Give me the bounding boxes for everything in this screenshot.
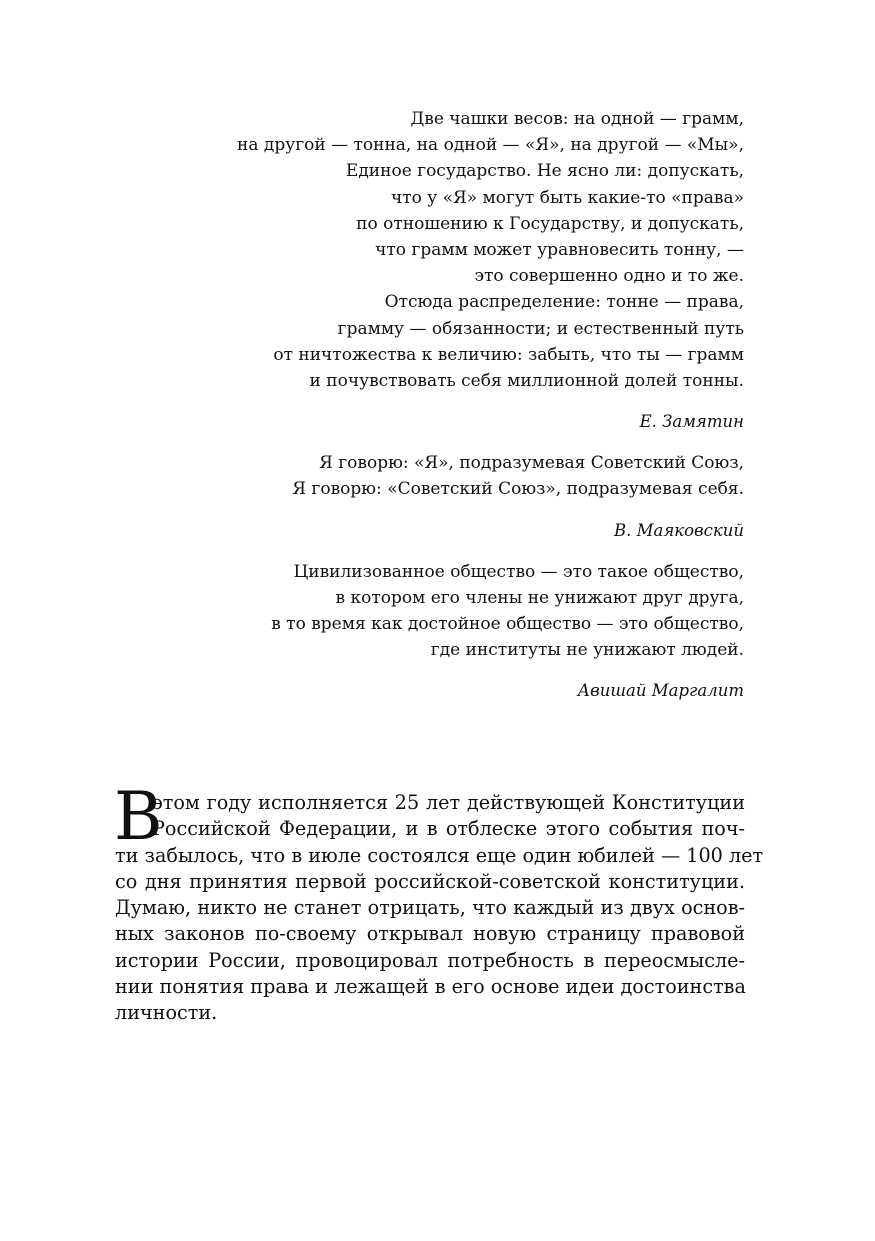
epigraph-line: по отношению к Государству, и допускать, (356, 213, 744, 234)
epigraph-line: от ничтожества к величию: забыть, что ты — грамм (273, 344, 744, 365)
epigraph-line: Я говорю: «Советский Союз», подразумевая себя. (292, 479, 744, 500)
epigraph-line: Цивилизованное общество — это такое общество, (293, 561, 744, 582)
epigraph-line: что у «Я» могут быть какие-то «права» (390, 187, 744, 208)
epigraph-mayakovsky (184, 450, 744, 543)
main-paragraph (114, 778, 764, 1027)
paragraph-line: истории России, провоцировал потребность в переосмысле- (115, 948, 745, 972)
epigraph-line: Я говорю: «Я», подразумевая Советский Союз, (319, 453, 744, 474)
epigraph-margalit (184, 559, 744, 705)
epigraph-line: что грамм может уравновесить тонну, — (375, 240, 744, 261)
paragraph-line: Российской Федерации, и в отблеске этого события поч- (152, 817, 745, 841)
paragraph-line: нии понятия права и лежащей в его основе идеи достоинства (115, 975, 746, 999)
epigraph-line: грамму — обязанности; и естественный путь (337, 318, 744, 339)
drop-cap: В (114, 778, 163, 855)
epigraph-line: Отсюда распределение: тонне — права, (384, 292, 744, 313)
epigraph-zamyatin (184, 106, 744, 435)
epigraph-line: Единое государство. Не ясно ли: допускать, (345, 161, 744, 182)
paragraph-line: ных законов по-своему открывал новую страницу правовой (115, 922, 745, 946)
paragraph-line: ти забылось, что в июле состоялся еще один юбилей — 100 лет (115, 843, 764, 867)
epigraph-line: Две чашки весов: на одной — грамм, (410, 109, 744, 129)
epigraph-line: в котором его члены не унижают друг друга, (335, 587, 744, 608)
paragraph-line: этом году исполняется 25 лет действующей Конституции (152, 791, 745, 814)
epigraph-author: Авишай Маргалит (577, 681, 744, 701)
epigraphs-block (184, 106, 744, 704)
epigraph-line: в то время как достойное общество — это общество, (271, 614, 744, 635)
paragraph-line: личности. (115, 1001, 218, 1025)
paragraph-line: Думаю, никто не станет отрицать, что каждый из двух основ- (115, 896, 745, 920)
epigraph-line: и почувствовать себя миллионной долей тонны. (309, 371, 744, 392)
epigraph-author: Е. Замятин (639, 412, 744, 432)
paragraph-line: со дня принятия первой российской-советской конституции. (115, 869, 745, 893)
epigraph-line: где институты не унижают людей. (430, 640, 744, 661)
epigraph-line: на другой — тонна, на одной — «Я», на другой — «Мы», (236, 135, 744, 156)
epigraph-author: В. Маяковский (613, 520, 744, 540)
epigraph-line: это совершенно одно и то же. (474, 266, 744, 287)
